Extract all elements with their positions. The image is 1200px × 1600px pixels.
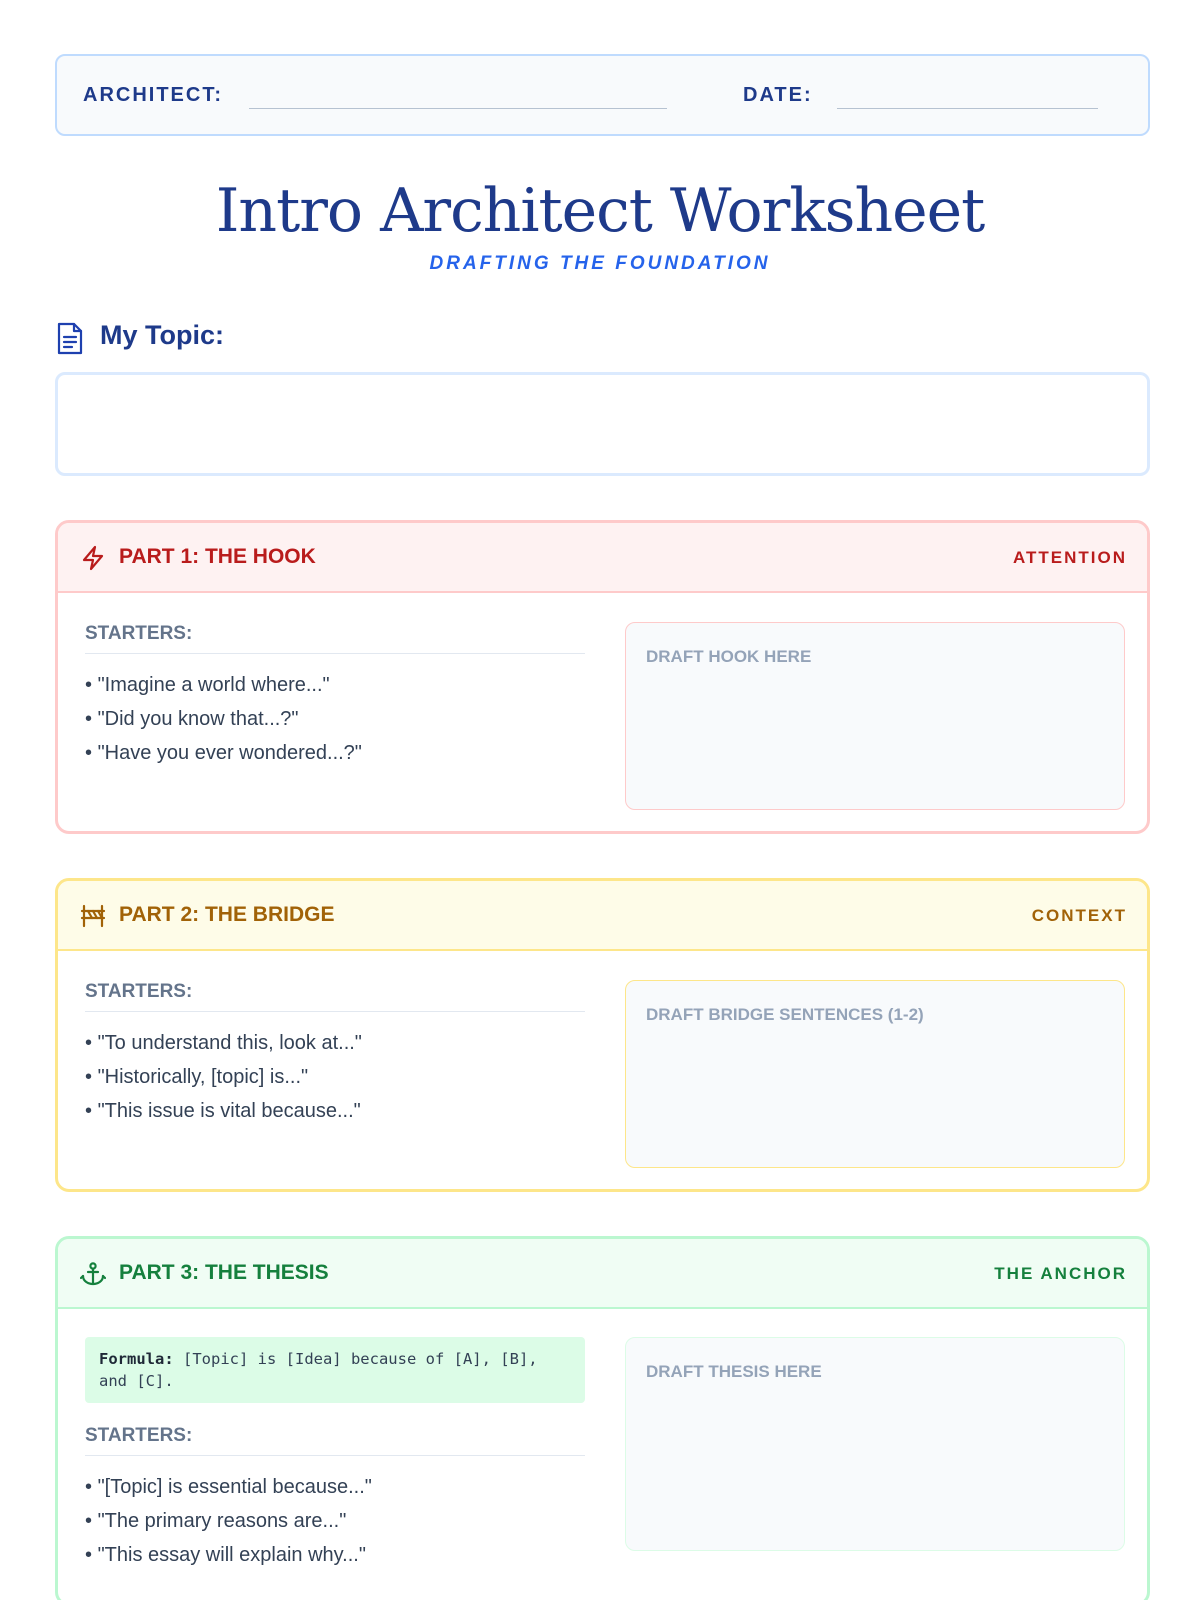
anchor-icon [80,1261,106,1287]
section-bridge-title: PART 2: THE BRIDGE [119,903,335,926]
section-hook-title: PART 1: THE HOOK [119,545,316,568]
formula-text: [Topic] is [Idea] because of [A], [B], and [C]. [99,1350,538,1390]
section-thesis-header [58,1239,1147,1309]
hook-starters [85,623,585,770]
lightning-icon [80,545,106,571]
section-bridge-tag: CONTEXT [1031,906,1127,925]
starters-label: STARTERS: [85,1425,585,1456]
draft-thesis-label: DRAFT THESIS HERE [646,1362,822,1381]
draft-hook-box[interactable] [625,622,1125,810]
section-bridge [55,878,1150,1192]
thesis-starters [85,1337,585,1572]
bridge-icon [80,903,106,929]
starter-item: • "To understand this, look at..." [85,1026,585,1060]
page-subtitle: DRAFTING THE FOUNDATION [429,253,771,274]
starter-item: • "The primary reasons are..." [85,1504,585,1538]
starters-label: STARTERS: [85,981,585,1012]
page-title: Intro Architect Worksheet [215,176,985,246]
section-bridge-header [58,881,1147,951]
section-thesis-title: PART 3: THE THESIS [119,1261,329,1284]
starter-item: • "Have you ever wondered...?" [85,736,585,770]
starter-item: • "Historically, [topic] is..." [85,1060,585,1094]
topic-input[interactable] [55,372,1150,476]
section-thesis [55,1236,1150,1600]
document-icon [55,322,85,356]
date-label: DATE: [743,84,813,106]
topic-label: My Topic: [100,320,224,350]
formula-box [85,1337,585,1403]
starter-item: • "Imagine a world where..." [85,668,585,702]
architect-field[interactable] [249,108,667,109]
formula-label: Formula: [99,1350,174,1368]
section-hook-header [58,523,1147,593]
starter-item: • "[Topic] is essential because..." [85,1470,585,1504]
draft-bridge-label: DRAFT BRIDGE SENTENCES (1-2) [646,1005,924,1024]
date-field[interactable] [837,108,1098,109]
starter-item: • "This essay will explain why..." [85,1538,585,1572]
draft-hook-label: DRAFT HOOK HERE [646,647,812,666]
section-thesis-tag: THE ANCHOR [994,1264,1127,1283]
starter-item: • "Did you know that...?" [85,702,585,736]
starter-item: • "This issue is vital because..." [85,1094,585,1128]
header-bar [55,54,1150,136]
architect-label: ARCHITECT: [83,84,223,106]
draft-bridge-box[interactable] [625,980,1125,1168]
bridge-starters [85,981,585,1128]
draft-thesis-box[interactable] [625,1337,1125,1551]
section-hook-tag: ATTENTION [1012,548,1127,567]
section-hook [55,520,1150,834]
starters-label: STARTERS: [85,623,585,654]
